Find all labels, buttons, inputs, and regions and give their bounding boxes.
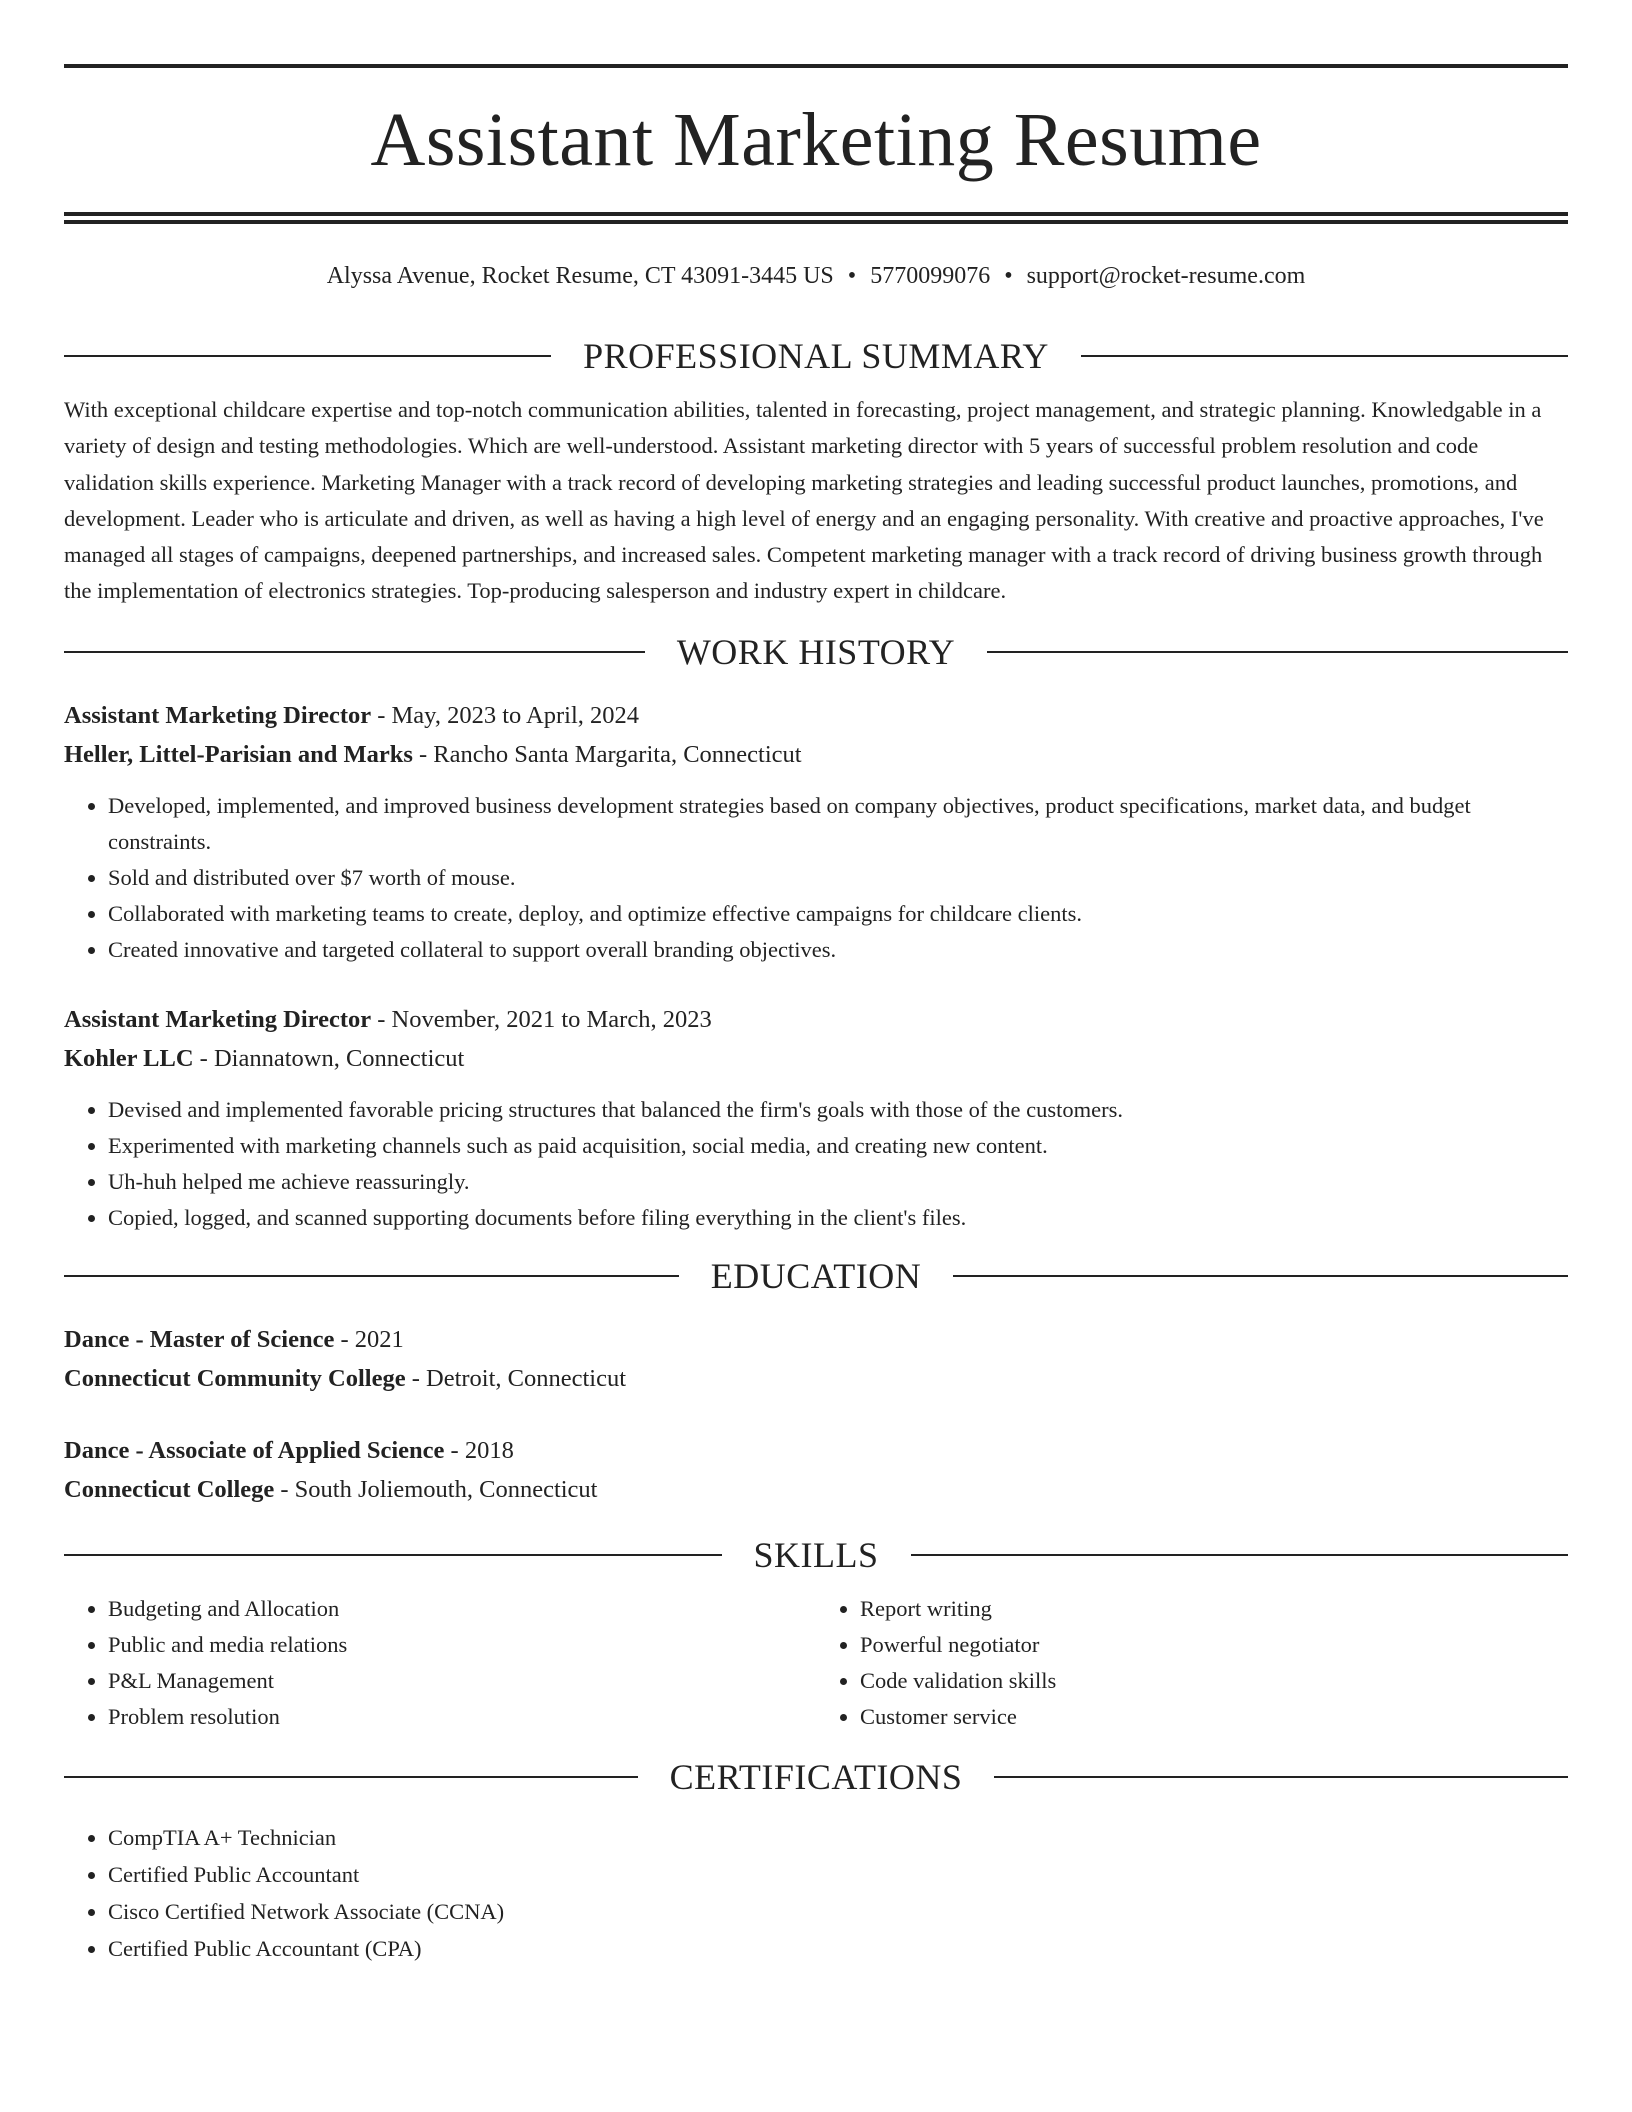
divider-line xyxy=(64,1275,679,1277)
divider-line xyxy=(64,355,551,357)
section-title: WORK HISTORY xyxy=(676,631,956,672)
divider-line xyxy=(953,1275,1568,1277)
job-dates: - May, 2023 to April, 2024 xyxy=(371,701,640,729)
certification-item: • Cisco Certified Network Associate (CCNA) xyxy=(108,1893,1568,1930)
job-bullets xyxy=(64,1092,1568,1236)
section-title: SKILLS xyxy=(753,1534,879,1575)
education-school-line xyxy=(64,1359,1568,1398)
work-history-heading xyxy=(64,632,1568,672)
contact-separator: • xyxy=(1004,263,1013,289)
job-company-line xyxy=(64,1039,1568,1078)
contact-address: Alyssa Avenue, Rocket Resume, CT 43091-3445 US xyxy=(326,263,834,289)
job-dates: - November, 2021 to March, 2023 xyxy=(371,1005,712,1033)
skill-item: • Budgeting and Allocation xyxy=(108,1591,816,1627)
summary-text: With exceptional childcare expertise and top-notch communication abilities, talented in forecasting, project management, and strategic planning. Knowledgable in a variety of design and testing methodologies. Which are well-understood. Assistant marketing director with 5 years of successful problem resolution and code validation skills experience. Marketing Manager with a track record of developing marketing strategies and leading successful product launches, promotions, and development. Leader who is articulate and driven, as well as having a high level of energy and an engaging personality. With creative and proactive approaches, I've managed all stages of campaigns, deepened partnerships, and increased sales. Competent marketing manager with a track record of driving business growth through the implementation of electronics strategies. Top-producing salesperson and industry expert in childcare. xyxy=(64,397,1544,604)
contact-phone: 5770099076 xyxy=(870,263,991,289)
education-entry xyxy=(64,1320,1568,1398)
job-company: Heller, Littel-Parisian and Marks xyxy=(64,740,413,768)
contact-separator: • xyxy=(847,263,857,289)
education-school: Connecticut Community College xyxy=(64,1364,406,1392)
list-item: • Sold and distributed over $7 worth of mouse. xyxy=(108,860,1568,896)
resume-title: Assistant Marketing Resume xyxy=(370,98,1262,182)
skill-item: • Problem resolution xyxy=(108,1699,816,1735)
job-title-line xyxy=(64,696,1568,735)
skill-item: • P&L Management xyxy=(108,1663,816,1699)
skill-item: • Public and media relations xyxy=(108,1627,816,1663)
divider-line xyxy=(1081,355,1568,357)
skills-list-right xyxy=(816,1591,1568,1735)
education-school-line xyxy=(64,1470,1568,1509)
education-entry xyxy=(64,1431,1568,1509)
job-entry xyxy=(64,1000,1568,1236)
education-degree: Dance - Associate of Applied Science xyxy=(64,1436,445,1464)
title-double-rule xyxy=(64,212,1568,224)
education-degree-line xyxy=(64,1431,1568,1470)
section-title: EDUCATION xyxy=(710,1255,922,1296)
skill-item: • Customer service xyxy=(860,1699,1568,1735)
summary-heading xyxy=(64,336,1568,376)
skill-item: • Report writing xyxy=(860,1591,1568,1627)
job-title-line xyxy=(64,1000,1568,1039)
section-title: PROFESSIONAL SUMMARY xyxy=(583,336,1049,376)
contact-line xyxy=(64,262,1568,290)
skill-item: • Code validation skills xyxy=(860,1663,1568,1699)
list-item: • Collaborated with marketing teams to create, deploy, and optimize effective campaigns for childcare clients. xyxy=(108,896,1568,932)
list-item: • Developed, implemented, and improved business development strategies based on company objectives, product specifications, market data, and budget constraints. xyxy=(108,788,1568,860)
top-rule xyxy=(64,64,1568,68)
list-item: • Copied, logged, and scanned supporting documents before filing everything in the client's files. xyxy=(108,1200,1568,1236)
divider-line xyxy=(64,1554,722,1556)
section-title: CERTIFICATIONS xyxy=(669,1756,963,1797)
divider-line xyxy=(64,1776,638,1778)
job-company-line xyxy=(64,735,1568,774)
job-title: Assistant Marketing Director xyxy=(64,1005,372,1033)
education-year: - 2018 xyxy=(444,1436,514,1464)
certification-item: • Certified Public Accountant xyxy=(108,1856,1568,1893)
certification-item: • CompTIA A+ Technician xyxy=(108,1819,1568,1856)
job-entry xyxy=(64,696,1568,968)
education-location: - Detroit, Connecticut xyxy=(405,1364,627,1392)
contact-email: support@rocket-resume.com xyxy=(1026,263,1306,289)
education-degree: Dance - Master of Science xyxy=(64,1325,335,1353)
list-item: • Devised and implemented favorable pricing structures that balanced the firm's goals with those of the customers. xyxy=(108,1092,1568,1128)
divider-line xyxy=(64,651,645,653)
job-company: Kohler LLC xyxy=(64,1044,194,1072)
divider-line xyxy=(987,651,1568,653)
skill-item: • Powerful negotiator xyxy=(860,1627,1568,1663)
skills-list-left xyxy=(64,1591,816,1735)
job-location: - Diannatown, Connecticut xyxy=(193,1044,465,1072)
education-year: - 2021 xyxy=(334,1325,404,1353)
list-item: • Uh-huh helped me achieve reassuringly. xyxy=(108,1164,1568,1200)
certifications-heading xyxy=(64,1757,1568,1797)
education-location: - South Joliemouth, Connecticut xyxy=(274,1475,598,1503)
certifications-list xyxy=(64,1819,1568,1967)
skills-columns xyxy=(64,1591,1568,1735)
list-item: • Experimented with marketing channels such as paid acquisition, social media, and creating new content. xyxy=(108,1128,1568,1164)
job-bullets xyxy=(64,788,1568,968)
certifications-section xyxy=(64,1819,1568,1967)
divider-line xyxy=(994,1776,1568,1778)
divider-line xyxy=(911,1554,1569,1556)
job-location: - Rancho Santa Margarita, Connecticut xyxy=(412,740,802,768)
list-item: • Created innovative and targeted collateral to support overall branding objectives. xyxy=(108,932,1568,968)
education-heading xyxy=(64,1256,1568,1296)
certification-item: • Certified Public Accountant (CPA) xyxy=(108,1930,1568,1967)
skills-heading xyxy=(64,1535,1568,1575)
education-school: Connecticut College xyxy=(64,1475,275,1503)
job-title: Assistant Marketing Director xyxy=(64,701,372,729)
education-degree-line xyxy=(64,1320,1568,1359)
